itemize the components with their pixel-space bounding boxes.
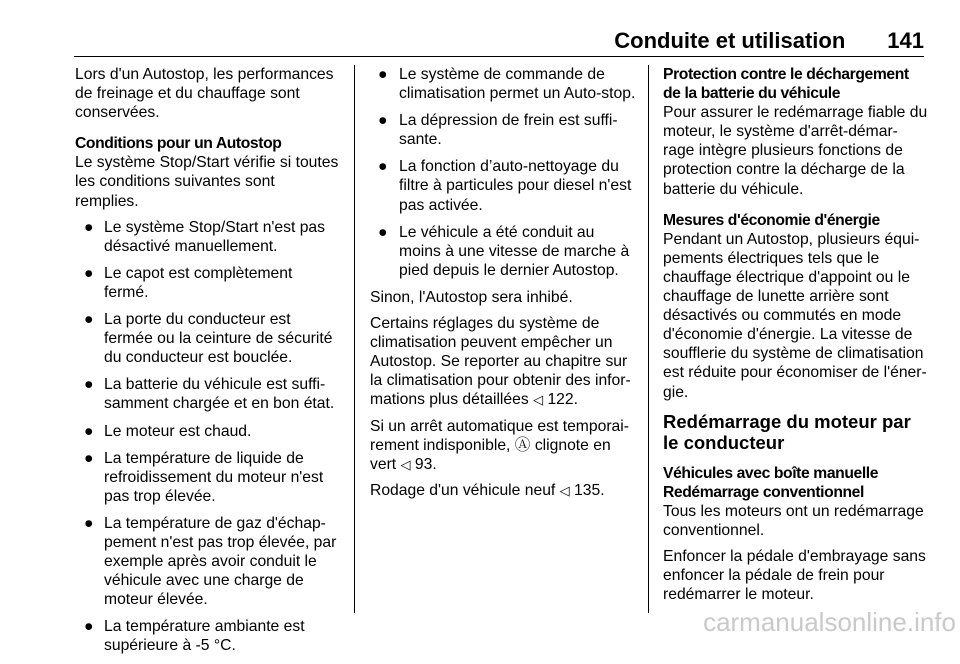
bullet-icon: ●: [84, 311, 94, 329]
bullet-icon: ●: [84, 514, 94, 532]
bullet-icon: ●: [378, 112, 388, 130]
column-3: [663, 65, 929, 611]
running-in-paragraph: Rodage d'un véhicule neuf ◁ 135.: [370, 481, 605, 499]
watermark: carmanualsonline.info: [703, 607, 956, 637]
autostop-unavailable-paragraph: Si un arrêt automatique est temporai-rement indisponible, Ⓐ clignote en vert ◁ 93.: [370, 417, 629, 473]
list-item: ● La dépression de frein est suffi-sante.: [378, 112, 618, 149]
list-item: ● Le système de commande de climatisation permet un Auto-stop.: [378, 66, 636, 103]
bullet-icon: ●: [84, 218, 94, 236]
bullet-icon: ●: [378, 158, 388, 176]
bullet-icon: ●: [84, 449, 94, 467]
list-item: ● Le système Stop/Start n'est pas désactivé manuellement.: [84, 218, 325, 255]
column-divider-1: [354, 65, 355, 613]
list-item: ● La fonction d’auto-nettoyage du filtre à particules pour diesel n'est pas activée.: [378, 158, 632, 214]
clutch-paragraph: Enfoncer la pédale d'embrayage sans enfoncer la pédale de frein pour redémarrer le moteur.: [663, 547, 926, 604]
header-rule: [74, 56, 924, 57]
bullet-icon: ●: [84, 422, 94, 440]
autostop-indicator-icon: Ⓐ: [514, 436, 531, 454]
section-heading-conditions: Conditions pour un Autostop: [75, 135, 282, 153]
reference-arrow-icon: ◁: [400, 456, 411, 472]
inhibited-paragraph: Sinon, l'Autostop sera inhibé.: [370, 288, 573, 306]
list-item: ● La température ambiante est supérieure à -5 °C.: [84, 618, 305, 655]
climate-paragraph: Certains réglages du système de climatisation peuvent empêcher un Autostop. Se reporter au chapitre sur la climatisation pour obtenir des infor-mations plus détaillées ◁ 122.: [370, 315, 631, 409]
page-reference-link[interactable]: 93.: [414, 455, 437, 473]
page-header: [614, 28, 924, 52]
energy-saving-paragraph: Pendant un Autostop, plusieurs équi-pements électriques tels que le chauffage électrique d'appoint ou le chauffage de lunette arrière sont désactivés ou commutés en mode d'économie d'énergie. La vitesse de soufflerie du système de climatisation est réduite pour économiser de l'éner-gie.: [663, 230, 927, 401]
heading-manual-gearbox: Véhicules avec boîte manuelle: [663, 464, 879, 482]
battery-protection-paragraph: Pour assurer le redémarrage fiable du moteur, le système d'arrêt-démar-rage intègre plusieurs fonctions de protection contre la décharge de la batterie du véhicule.: [663, 104, 928, 198]
page-number: 141: [887, 28, 924, 53]
bullet-icon: ●: [378, 66, 388, 83]
list-item: ● Le véhicule a été conduit au moins à une vitesse de marche à pied depuis le dernier Autostop.: [378, 223, 630, 279]
bullet-icon: ●: [84, 264, 94, 282]
heading-conventional-restart: Redémarrage conventionnel: [663, 483, 864, 501]
bullet-icon: ●: [84, 376, 94, 394]
list-item: ● Le capot est complètement fermé.: [84, 264, 293, 301]
column-divider-2: [648, 65, 649, 613]
reference-arrow-icon: ◁: [533, 392, 544, 408]
section-heading-restart: Redémarrage du moteur par le conducteur: [663, 410, 911, 454]
list-item: ● Le moteur est chaud.: [84, 422, 252, 440]
list-item: ● La température de gaz d'échap-pement n'est pas trop élevée, par exemple après avoir conduit le véhicule avec une charge de moteur élevée.: [84, 514, 337, 609]
bullet-icon: ●: [378, 223, 388, 241]
page-title: Conduite et utilisation: [614, 28, 846, 53]
heading-energy-saving: Mesures d'économie d'énergie: [663, 211, 880, 229]
conditions-lead: Le système Stop/Start vérifie si toutes les conditions suivantes sont remplies.: [75, 154, 339, 210]
list-item: ● La température de liquide de refroidissement du moteur n'est pas trop élevée.: [84, 449, 324, 505]
bullet-icon: ●: [84, 618, 94, 636]
intro-paragraph: Lors d'un Autostop, les performances de freinage et du chauffage sont conservées.: [75, 66, 334, 122]
column-1: [75, 65, 341, 664]
conditions-list-continued: [370, 65, 636, 280]
list-item: ● La batterie du véhicule est suffi-samment chargée et en bon état.: [84, 376, 335, 413]
page-reference-link[interactable]: 122.: [547, 391, 578, 409]
conditions-list: [75, 218, 341, 656]
column-2: [370, 65, 636, 507]
page-reference-link[interactable]: 135.: [574, 481, 605, 499]
heading-battery-protection: Protection contre le déchargement de la batterie du véhicule: [663, 66, 909, 103]
reference-arrow-icon: ◁: [559, 482, 570, 498]
list-item: ● La porte du conducteur est fermée ou la ceinture de sécurité du conducteur est bouclée.: [84, 311, 333, 367]
conventional-restart-paragraph: Tous les moteurs ont un redémarrage conventionnel.: [663, 502, 924, 539]
